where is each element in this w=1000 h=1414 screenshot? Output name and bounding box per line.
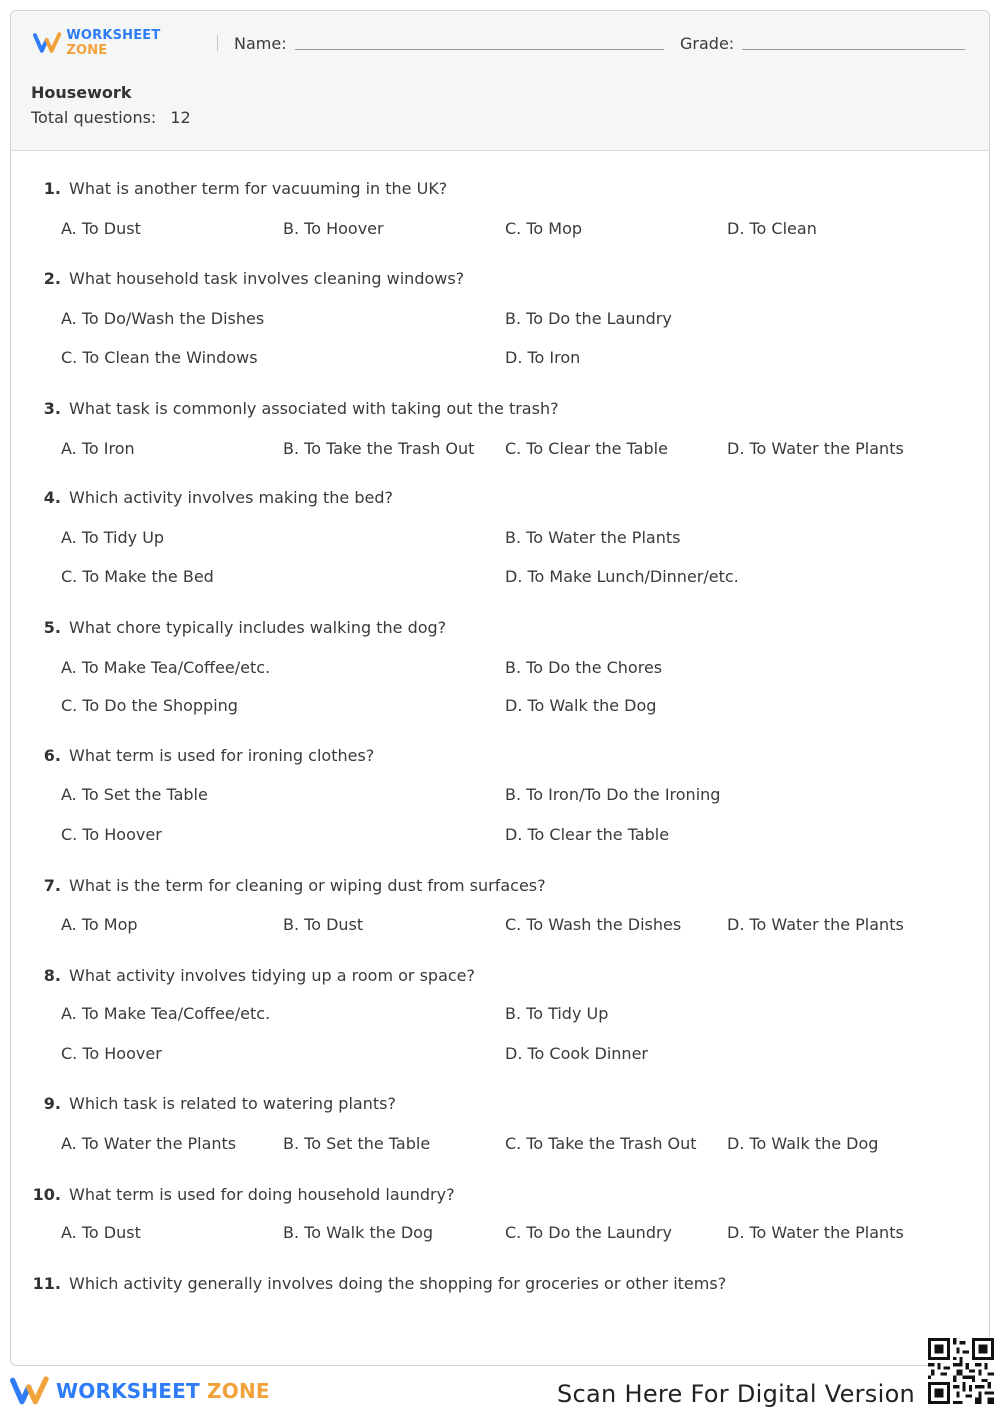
question-number: 10. [32,1185,61,1204]
option-d[interactable]: D. To Water the Plants [727,439,904,458]
question-text: What term is used for doing household laundry? [69,1185,455,1204]
qr-code-icon[interactable] [928,1338,994,1408]
footer-brand-wordmark [56,1379,270,1403]
total-questions [31,108,191,127]
footer-brand-word-2: ZONE [207,1379,270,1403]
question-5 [27,618,967,715]
option-a[interactable]: A. To Make Tea/Coffee/etc. [61,1004,271,1023]
question-text: What task is commonly associated with taking out the trash? [69,399,559,418]
option-c[interactable]: C. To Hoover [61,825,162,844]
option-b[interactable]: B. To Take the Trash Out [283,439,475,458]
option-d[interactable]: D. To Clear the Table [505,825,670,844]
question-8 [27,966,967,1063]
option-a[interactable]: A. To Iron [61,439,135,458]
name-field[interactable] [295,36,664,50]
question-text: What is another term for vacuuming in the UK? [69,179,448,198]
question-4 [27,488,967,586]
option-b[interactable]: B. To Set the Table [283,1134,431,1153]
option-c[interactable]: C. To Mop [505,219,583,238]
question-6 [27,746,967,844]
option-d[interactable]: D. To Water the Plants [727,915,904,934]
question-text: What is the term for cleaning or wiping dust from surfaces? [69,876,546,895]
question-text: What term is used for ironing clothes? [69,746,375,765]
scan-instruction: Scan Here For Digital Version [557,1380,916,1408]
brand-word-2: ZONE [66,43,108,58]
header-top-row [33,28,965,58]
option-d[interactable]: D. To Clean [727,219,817,238]
option-b[interactable]: B. To Iron/To Do the Ironing [505,785,721,804]
option-b[interactable]: B. To Hoover [283,219,384,238]
option-a[interactable]: A. To Dust [61,219,141,238]
page-footer [0,1366,1000,1414]
question-text: Which activity generally involves doing the shopping for groceries or other items? [69,1274,727,1293]
question-2 [27,269,967,367]
worksheet-sheet [10,10,990,1366]
question-11 [27,1274,967,1296]
option-d[interactable]: D. To Iron [505,348,581,367]
question-10 [27,1185,967,1242]
question-3 [27,399,967,458]
option-a[interactable]: A. To Dust [61,1223,141,1242]
question-number: 8. [43,966,61,985]
question-1 [27,179,967,238]
question-text: What activity involves tidying up a room or space? [69,966,476,985]
option-a[interactable]: A. To Set the Table [61,785,208,804]
option-a[interactable]: A. To Water the Plants [61,1134,237,1153]
question-9 [27,1094,967,1153]
question-text: Which task is related to watering plants? [69,1094,396,1113]
option-c[interactable]: C. To Do the Laundry [505,1223,673,1242]
option-d[interactable]: D. To Cook Dinner [505,1044,648,1063]
question-number: 3. [43,399,61,418]
worksheet-title: Housework [31,83,132,102]
name-label: Name: [233,33,287,53]
brand-w-icon [33,32,62,54]
footer-brand-word-1: WORKSHEET [56,1379,200,1403]
option-b[interactable]: B. To Walk the Dog [283,1223,434,1242]
header-divider [217,35,218,51]
brand-word-1: WORKSHEET [66,28,161,43]
grade-field[interactable] [742,36,965,50]
option-a[interactable]: A. To Make Tea/Coffee/etc. [61,658,271,677]
option-d[interactable]: D. To Make Lunch/Dinner/etc. [505,567,739,586]
question-number: 2. [43,269,61,288]
total-questions-count: 12 [170,108,191,127]
option-c[interactable]: C. To Clean the Windows [61,348,258,367]
question-text: What household task involves cleaning windows? [69,269,465,288]
option-c[interactable]: C. To Take the Trash Out [505,1134,697,1153]
option-c[interactable]: C. To Clear the Table [505,439,668,458]
question-number: 6. [43,746,61,765]
option-a[interactable]: A. To Do/Wash the Dishes [61,309,265,328]
grade-label: Grade: [680,33,735,53]
footer-brand-logo [10,1376,270,1406]
question-number: 4. [43,488,61,507]
question-number: 7. [43,876,61,895]
option-a[interactable]: A. To Tidy Up [61,528,165,547]
option-d[interactable]: D. To Water the Plants [727,1223,904,1242]
question-text: What chore typically includes walking the dog? [69,618,447,637]
brand-wordmark [66,28,203,58]
option-d[interactable]: D. To Walk the Dog [727,1134,879,1153]
footer-brand-w-icon [10,1376,50,1406]
option-c[interactable]: C. To Wash the Dishes [505,915,682,934]
option-d[interactable]: D. To Walk the Dog [505,696,657,715]
question-7 [27,876,967,934]
option-b[interactable]: B. To Do the Laundry [505,309,672,328]
option-c[interactable]: C. To Do the Shopping [61,696,238,715]
question-text: Which activity involves making the bed? [69,488,393,507]
option-c[interactable]: C. To Make the Bed [61,567,214,586]
question-number: 5. [43,618,61,637]
option-b[interactable]: B. To Water the Plants [505,528,681,547]
option-b[interactable]: B. To Do the Chores [505,658,663,677]
worksheet-header [11,11,989,151]
option-c[interactable]: C. To Hoover [61,1044,162,1063]
question-number: 11. [32,1274,61,1293]
option-b[interactable]: B. To Dust [283,915,364,934]
option-b[interactable]: B. To Tidy Up [505,1004,609,1023]
option-a[interactable]: A. To Mop [61,915,138,934]
question-number: 9. [43,1094,61,1113]
question-number: 1. [43,179,61,198]
brand-logo [33,28,203,58]
total-questions-label: Total questions: [31,108,157,127]
